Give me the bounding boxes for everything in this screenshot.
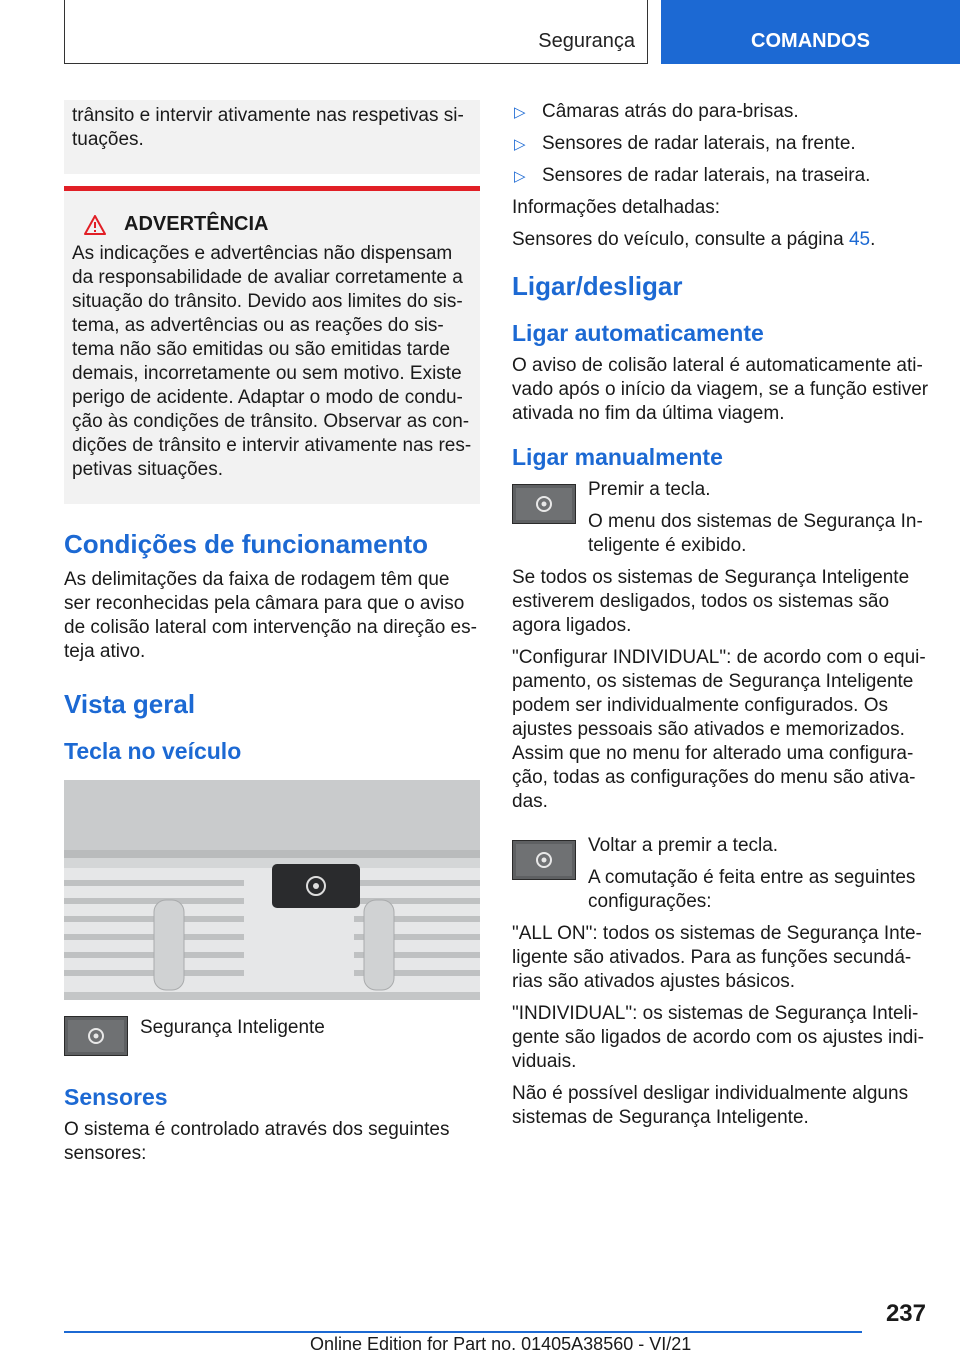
paragraph-condicoes: As delimitações da faixa de rodagem têm que ser reconhecidas pela câmara para que o aviso de colisão lateral com intervenção na direção es-teja ativo. <box>64 569 477 662</box>
paragraph-manual-1: Se todos os sistemas de Segurança Inteligente estiverem desligados, todos os sistemas são agora ligados. <box>512 567 910 636</box>
page-reference: Sensores do veículo, consulte a página 45. <box>512 229 876 250</box>
page-number: 237 <box>885 1300 926 1327</box>
intelligent-safety-button-icon <box>512 484 576 524</box>
warning-triangle-icon <box>84 215 106 235</box>
continuation-text: trânsito e intervir ativamente nas respetivas si-tuações. <box>72 105 464 150</box>
footer-divider <box>64 1331 862 1333</box>
paragraph-sensores: O sistema é controlado através dos seguintes sensores: <box>64 1119 450 1164</box>
heading-tecla: Tecla no veículo <box>64 738 242 764</box>
triangle-bullet-icon: ▷ <box>514 168 526 185</box>
list-item: ▷ Sensores de radar laterais, na traseira. <box>512 164 932 188</box>
warning-text: As indicações e advertências não dispensam da responsabilidade de avaliar corretamente a situação do trânsito. Devido aos limites do sis-tema, as advertências ou as reações do sis-tema não são emitidas ou são emitidas tarde demais, incorretamente ou sem motivo. Existe perigo de acidente. Adaptar o modo de condu-ção às condições de trânsito. Observar as con-dições de trânsito e intervir ativamente nas res-petivas situações. <box>72 243 472 480</box>
list-item: ▷ Sensores de radar laterais, na frente. <box>512 132 932 156</box>
paragraph-individual: "INDIVIDUAL": os sistemas de Segurança Inteli-gente são ligados de acordo com os ajustes indi-viduais. <box>512 1003 924 1072</box>
intelligent-safety-button-icon <box>64 1016 128 1056</box>
step1-text-b: O menu dos sistemas de Segurança In-teligente é exibido. <box>588 511 923 556</box>
heading-ligar-desligar: Ligar/desligar <box>512 271 683 301</box>
heading-sensores: Sensores <box>64 1084 168 1110</box>
paragraph-nao: Não é possível desligar individualmente alguns sistemas de Segurança Inteligente. <box>512 1083 909 1128</box>
header-section-title: Segurança <box>538 30 635 52</box>
continuation-box <box>64 100 480 174</box>
paragraph-manual-2: "Configurar INDIVIDUAL": de acordo com o equi-pamento, os sistemas de Segurança Inteligente podem ser individualmente configurados. Os ajustes pessoais são ativados e memorizados. Assim que no menu for alterado uma configura-ção, todas as configurações do menu são ativa-das. <box>512 647 926 812</box>
list-item: ▷ Câmaras atrás do para-brisas. <box>512 100 932 124</box>
info-label: Informações detalhadas: <box>512 197 721 218</box>
right-column <box>512 100 932 1138</box>
left-column <box>64 100 480 1174</box>
heading-ligar-manual: Ligar manualmente <box>512 444 723 470</box>
heading-ligar-auto: Ligar automaticamente <box>512 320 764 346</box>
vehicle-button-photo <box>64 780 480 1000</box>
header-chapter-label: COMANDOS <box>751 30 870 52</box>
intelligent-safety-button-icon <box>512 840 576 880</box>
heading-condicoes: Condições de funcionamento <box>64 529 429 559</box>
step-press-again <box>512 834 932 914</box>
page-link[interactable]: 45 <box>848 229 871 250</box>
warning-box <box>64 186 480 504</box>
paragraph-all-on: "ALL ON": todos os sistemas de Segurança Inte-ligente são ativados. Para as funções secundá-rias são ativados ajustes básicos. <box>512 923 922 992</box>
triangle-bullet-icon: ▷ <box>514 104 526 121</box>
step2-text-a: Voltar a premir a tecla. <box>588 835 779 856</box>
button-caption: Segurança Inteligente <box>140 1017 325 1038</box>
paragraph-auto: O aviso de colisão lateral é automaticamente ati-vado após o início da viagem, se a função estiver ativada no fim da última viagem. <box>512 355 929 424</box>
warning-title: ADVERTÊNCIA <box>124 213 269 235</box>
footer-edition: Online Edition for Part no. 01405A38560 - VI/21 <box>310 1334 692 1354</box>
triangle-bullet-icon: ▷ <box>514 136 526 153</box>
step1-text-a: Premir a tecla. <box>588 479 711 500</box>
step-press-button <box>512 478 932 558</box>
header-chapter-tab <box>661 0 960 64</box>
button-legend <box>64 1016 480 1056</box>
sensor-list <box>512 100 932 188</box>
step2-text-b: A comutação é feita entre as seguintes configurações: <box>588 867 916 912</box>
heading-vista-geral: Vista geral <box>64 689 196 719</box>
warning-header <box>72 213 472 236</box>
header-bar <box>64 0 648 64</box>
